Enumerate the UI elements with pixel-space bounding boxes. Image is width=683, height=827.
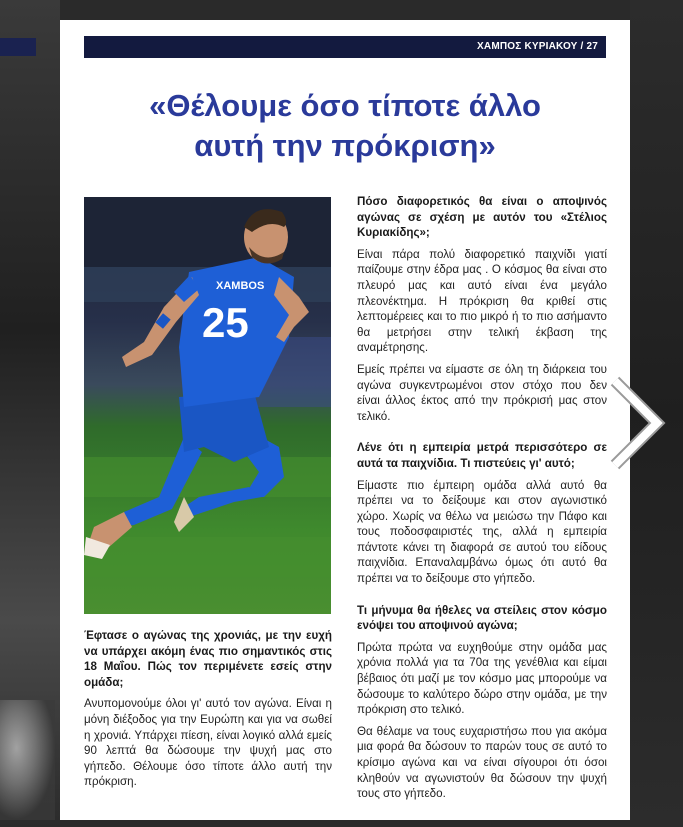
question-2: Πόσο διαφορετικός θα είναι ο αποψινός αγώνας σε σχέση με αυτόν του «Στέλιος Κυριακίδης»;: [357, 195, 607, 240]
player-illustration: [84, 197, 331, 614]
background-figure: [0, 700, 55, 820]
question-1-left: Έφτασε ο αγώνας της χρονιάς, με την ευχή να υπάρχει ακόμη ένας πιο σημαντικός στις 18 Μαΐου. Πώς τον περιμένετε εσείς στην ομάδα;: [84, 629, 332, 689]
player-photo: [84, 197, 331, 614]
question-4: Τι μήνυμα θα ήθελες να στείλεις στον κόσμο ενόψει του αποψινού αγώνα;: [357, 603, 607, 633]
pitch-stripe: [84, 457, 331, 497]
article-title: [80, 86, 610, 166]
left-column: [84, 628, 332, 796]
jersey-name: XAMBOS: [216, 280, 265, 292]
title-line-1: «Θέλουμε όσο τίποτε άλλο: [149, 88, 541, 123]
adjacent-page-header-bar: [0, 38, 36, 56]
title-line-2: αυτή την πρόκριση»: [194, 128, 496, 163]
right-column: [357, 194, 607, 808]
answer-2-paragraph-2: Εμείς πρέπει να είμαστε σε όλη τη διάρκεια του αγώνα συγκεντρωμένοι στον στόχο που δεν είναι άλλος έκτος από την πρόκρισή μας στον τελικό.: [357, 362, 607, 423]
chevron-right-icon: [607, 375, 667, 471]
running-title: ΧΑΜΠΟΣ ΚΥΡΙΑΚΟΥ / 27: [477, 41, 598, 52]
answer-4-paragraph-2: Θα θέλαμε να τους ευχαριστήσω που για ακόμα μια φορά θα δώσουν το παρών τους σε αυτό το κρίσιμο αγώνα και να είναι σίγουροι ότι όσοι κληθούν να αγωνιστούν θα δώσουν την ψυχή τους στο γήπεδο.: [357, 724, 607, 801]
pitch-stripe: [84, 537, 331, 577]
page-header-bar: [84, 36, 606, 58]
answer-1-left: Ανυπομονούμε όλοι γι' αυτό τον αγώνα. Είναι η μόνη διέξοδος για την Ευρώπη και για να σωθεί η χρονιά. Υπάρχει πίεση, είναι λογικό αλλά εμείς 90 λεπτά θα δώσουμε την ψυχή μας στο γήπεδο. Θέλουμε όσο τίποτε άλλο αυτή την πρόκριση.: [84, 697, 332, 789]
magazine-page: [60, 20, 630, 820]
jersey-number: 25: [202, 299, 249, 346]
next-page-button[interactable]: [607, 375, 667, 471]
answer-4-paragraph-1: Πρώτα πρώτα να ευχηθούμε στην ομάδα μας χρόνια πολλά για τα 70α της γενέθλια και είμαι βέβαιος ότι μαζί με τον κόσμο μας μπορούμε να δώσουμε το καλύτερο δώρο στην ομάδα, με την πρόκριση στο τελικό.: [357, 640, 607, 717]
answer-2-paragraph-1: Είναι πάρα πολύ διαφορετικό παιχνίδι γιατί παίζουμε στην έδρα μας . Ο κόσμος θα είναι στο πλευρό μας και αυτό είναι ένα μεγάλο πλεονέκτημα. Η πρόκριση θα κριθεί στις λεπτομέρειες και το πιο μικρό ή το πιο ασήμαντο θα μετρήσει στην τελική έκβαση της αναμέτρησης.: [357, 247, 607, 355]
crowd: [84, 197, 331, 267]
answer-3: Είμαστε πιο έμπειρη ομάδα αλλά αυτό θα πρέπει να το δείξουμε και στον αγωνιστικό χώρο. Χωρίς να θέλω να μειώσω την Πάφο και τους ποδοσφαιριστές της, αλλά η εμπειρία πάντοτε κάνει τη διαφορά σε αυτού του είδους παιχνίδια. Επαναλαμβάνω όμως ότι αυτό θα πρέπει να το δείξουμε στο γήπεδο.: [357, 478, 607, 586]
question-3: Λένε ότι η εμπειρία μετρά περισσότερο σε αυτά τα παιχνίδια. Τι πιστεύεις γι' αυτό;: [357, 441, 607, 470]
